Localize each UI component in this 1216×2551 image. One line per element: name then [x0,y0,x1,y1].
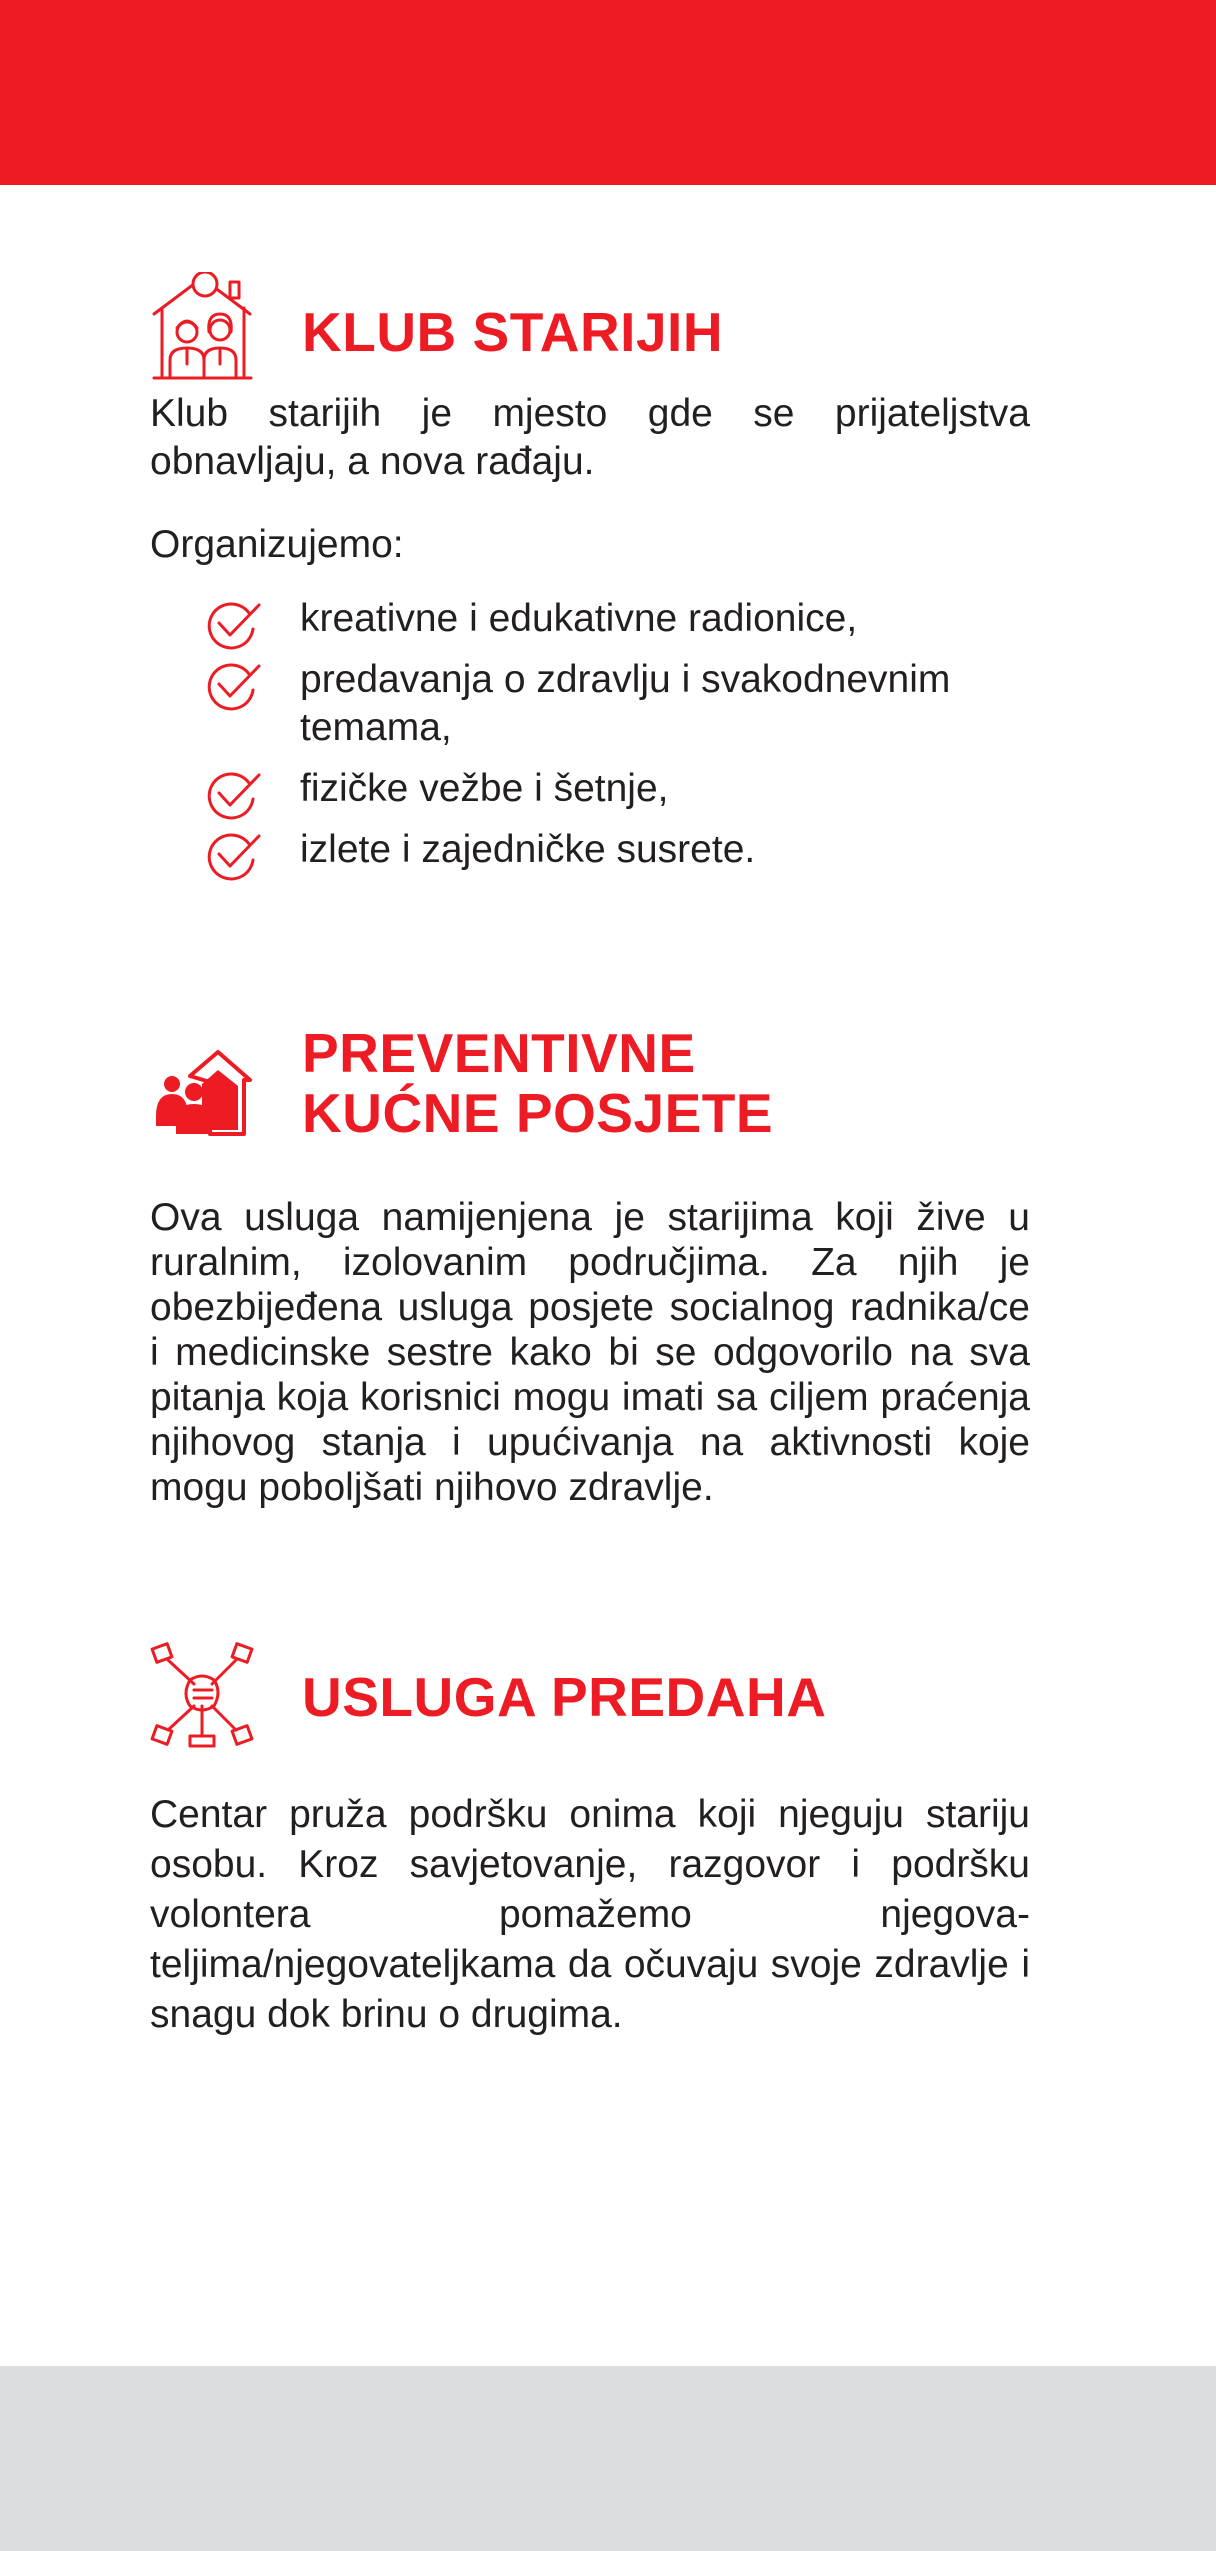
list-item [150,765,1030,813]
check-circle-icon [205,599,263,651]
people-house-icon [150,1038,255,1148]
section-title-line-2: KUĆNE POSJETE [302,1082,774,1144]
section-title [302,1023,773,1143]
body-paragraph: Ova usluga namijenjena je starijima koji žive u ruralnim, izolovanim područjima. Za njih je obezbijeđena usluga posjete socialnog radnika/ce i medicinske sestre kako bi se odgovorilo na sva pitanja koja korisnici mogu imati sa ciljem praćenja njihovog stanja i upućivanja na aktivnosti koje mogu poboljšati njihovo zdravlje. [150,1196,1030,1509]
list-item-text: fizičke vežbe i šetnje, [300,767,669,810]
section-header [150,272,1030,382]
organize-label: Organizujemo: [150,523,404,566]
list-item-text: predavanja o zdravlju i svakodnevnim temama, [300,658,951,749]
list-item-text: izlete i zajedničke susrete. [300,828,756,871]
check-circle-icon [205,769,263,821]
elderly-couple-house-icon [150,272,255,382]
section-title: USLUGA PREDAHA [302,1666,827,1728]
section-usluga-predaha [150,1640,1030,2040]
header-band [0,0,1216,185]
body-paragraph: Centar pruža podršku onima koji njeguju stariju osobu. Kroz savjetovanje, razgovor i podršku volontera pomažemo njegovateljima/njegovateljkama da očuvaju svoje zdravlje i snagu dok brinu o drugima. [150,1793,1030,2036]
section-header [150,1640,1030,1750]
joined-hands-icon [150,1640,255,1750]
section-title: KLUB STARIJIH [302,301,724,363]
section-title-line-1: PREVENTIVNE [302,1022,696,1084]
section-klub-starijih [150,272,1030,887]
list-item [150,656,1030,752]
footer-band [0,2366,1216,2551]
list-item [150,595,1030,643]
section-header [150,1020,1030,1150]
list-item [150,826,1030,874]
activities-list [150,595,1030,874]
check-circle-icon [205,830,263,882]
section-preventivne-posjete [150,1020,1030,1510]
check-circle-icon [205,660,263,712]
list-item-text: kreativne i edukativne radionice, [300,597,858,640]
intro-paragraph: Klub starijih je mjesto gde se prijateljstva obnavljaju, a nova rađaju. [150,392,1030,483]
